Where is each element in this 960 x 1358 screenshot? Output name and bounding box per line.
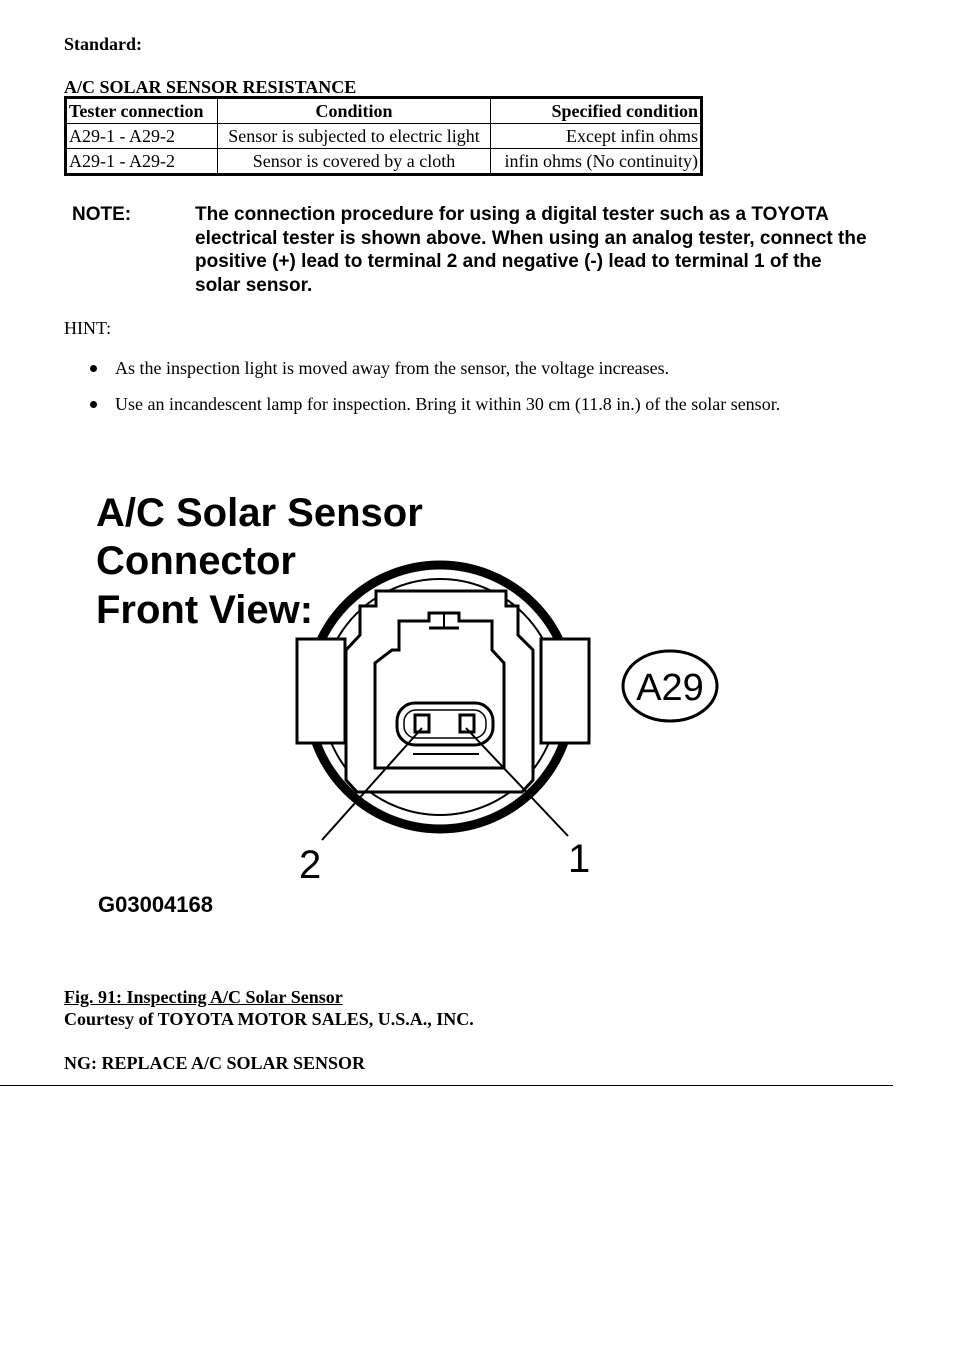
left-latch [297, 639, 345, 743]
figure-title-line: Front View: [96, 588, 314, 632]
hint-label: HINT: [64, 318, 112, 338]
ng-action: NG: REPLACE A/C SOLAR SENSOR [64, 1053, 366, 1073]
note-line: electrical tester is shown above. When using an analog tester, connect the [195, 227, 867, 249]
col-header-condition: Condition [218, 98, 491, 124]
standard-heading: Standard: [64, 34, 143, 54]
figure-title-line: A/C Solar Sensor [96, 491, 423, 535]
table-cell: infin ohms (No continuity) [491, 149, 702, 175]
divider [0, 1085, 893, 1086]
table-cell: Sensor is covered by a cloth [218, 149, 491, 175]
table-title: A/C SOLAR SENSOR RESISTANCE [64, 77, 357, 97]
table-cell: A29-1 - A29-2 [66, 149, 218, 175]
note-line: positive (+) lead to terminal 2 and negative (-) lead to terminal 1 of the [195, 251, 822, 272]
connector-code: A29 [636, 667, 704, 709]
table-cell: Sensor is subjected to electric light [218, 124, 491, 149]
figure-id: G03004168 [98, 892, 213, 917]
terminal-1-label: 1 [568, 837, 591, 881]
figure-caption-link[interactable]: Fig. 91: Inspecting A/C Solar Sensor [64, 987, 343, 1007]
hint-text: As the inspection light is moved away from the sensor, the voltage increases. [115, 358, 670, 378]
note-line: The connection procedure for using a digital tester such as a TOYOTA [195, 204, 829, 225]
table-cell: A29-1 - A29-2 [66, 124, 218, 149]
hint-text: Use an incandescent lamp for inspection. Bring it within 30 cm (11.8 in.) of the solar sensor. [115, 394, 781, 414]
table-cell: Except infin ohms [491, 124, 702, 149]
note-label: NOTE: [72, 204, 132, 225]
figure-title-line: Connector [96, 539, 296, 583]
col-header-tester-connection: Tester connection [66, 98, 218, 124]
courtesy-line: Courtesy of TOYOTA MOTOR SALES, U.S.A., INC. [64, 1009, 474, 1029]
terminal-2-label: 2 [299, 843, 322, 887]
note-line: solar sensor. [195, 274, 313, 296]
right-latch [541, 639, 589, 743]
col-header-specified-condition: Specified condition [491, 98, 702, 124]
